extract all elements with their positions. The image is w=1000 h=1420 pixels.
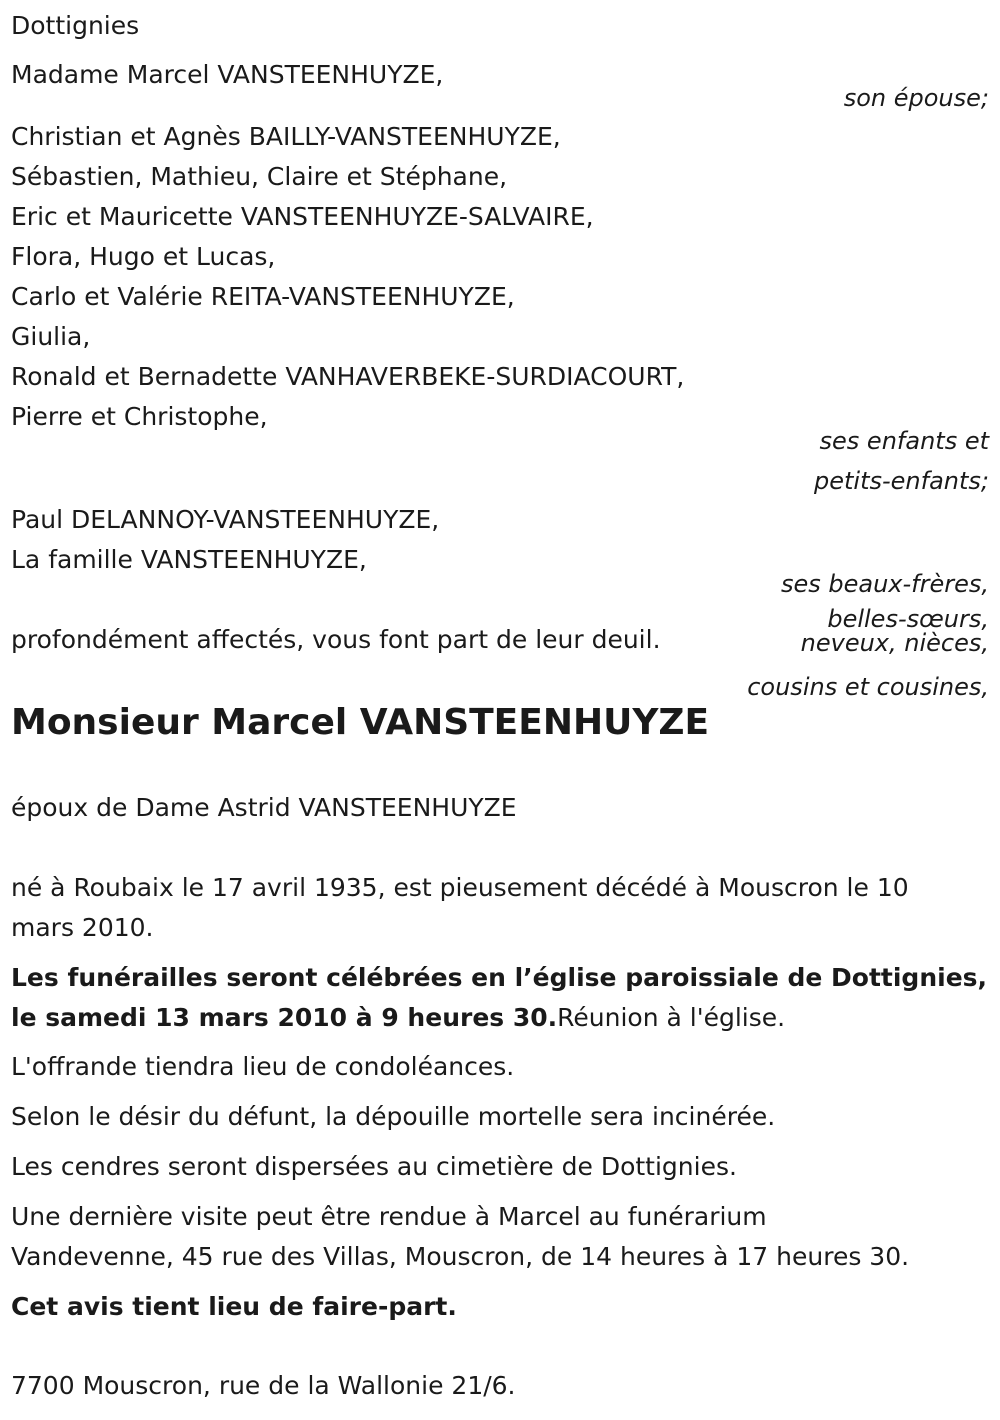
birth-death-line-1: né à Roubaix le 17 avril 1935, est pieusement décédé à Mouscron le 10 [11, 873, 909, 902]
children-role-2: petits-enfants; [814, 467, 989, 495]
deceased-name: Monsieur Marcel VANSTEENHUYZE [11, 702, 710, 743]
spouse-name: Madame Marcel VANSTEENHUYZE, [11, 60, 444, 89]
list-item: Christian et Agnès BAILLY-VANSTEENHUYZE, [11, 122, 561, 151]
relatives-role-2: belles-sœurs, [827, 605, 989, 633]
place-heading: Dottignies [11, 11, 140, 40]
relatives-role-3: neveux, nièces, [800, 629, 989, 657]
relatives-role-4: cousins et cousines, [747, 673, 989, 701]
relatives-role-1: ses beaux-frères, [780, 570, 989, 598]
children-list [11, 117, 684, 437]
visit-line-1: Une dernière visite peut être rendue à Marcel au funérarium [11, 1202, 767, 1231]
visit-line-2: Vandevenne, 45 rue des Villas, Mouscron, de 14 heures à 17 heures 30. [11, 1242, 910, 1271]
spouse-role: son épouse; [843, 84, 989, 112]
announcement: profondément affectés, vous font part de leur deuil. [11, 625, 661, 654]
list-item: Carlo et Valérie REITA-VANSTEENHUYZE, [11, 282, 515, 311]
birth-death-line-2: mars 2010. [11, 913, 154, 942]
notice: Cet avis tient lieu de faire-part. [11, 1292, 457, 1321]
relative-2: La famille VANSTEENHUYZE, [11, 545, 367, 574]
offering: L'offrande tiendra lieu de condoléances. [11, 1052, 515, 1081]
funeral-meeting: Réunion à l'église. [557, 1003, 786, 1032]
list-item: Pierre et Christophe, [11, 402, 268, 431]
list-item: Eric et Mauricette VANSTEENHUYZE-SALVAIRE, [11, 202, 594, 231]
list-item: Sébastien, Mathieu, Claire et Stéphane, [11, 162, 508, 191]
ashes: Les cendres seront dispersées au cimetière de Dottignies. [11, 1152, 737, 1181]
funeral-line-2 [11, 998, 785, 1038]
list-item: Ronald et Bernadette VANHAVERBEKE-SURDIACOURT, [11, 362, 685, 391]
address: 7700 Mouscron, rue de la Wallonie 21/6. [11, 1371, 516, 1400]
funeral-date: le samedi 13 mars 2010 à 9 heures 30. [11, 1003, 558, 1032]
list-item: Giulia, [11, 322, 91, 351]
spouse-of: époux de Dame Astrid VANSTEENHUYZE [11, 793, 517, 822]
relative-1: Paul DELANNOY-VANSTEENHUYZE, [11, 505, 440, 534]
funeral-line-1: Les funérailles seront célébrées en l’église paroissiale de Dottignies, [11, 963, 988, 992]
children-role-1: ses enfants et [819, 427, 989, 455]
list-item: Flora, Hugo et Lucas, [11, 242, 276, 271]
cremation: Selon le désir du défunt, la dépouille mortelle sera incinérée. [11, 1102, 776, 1131]
